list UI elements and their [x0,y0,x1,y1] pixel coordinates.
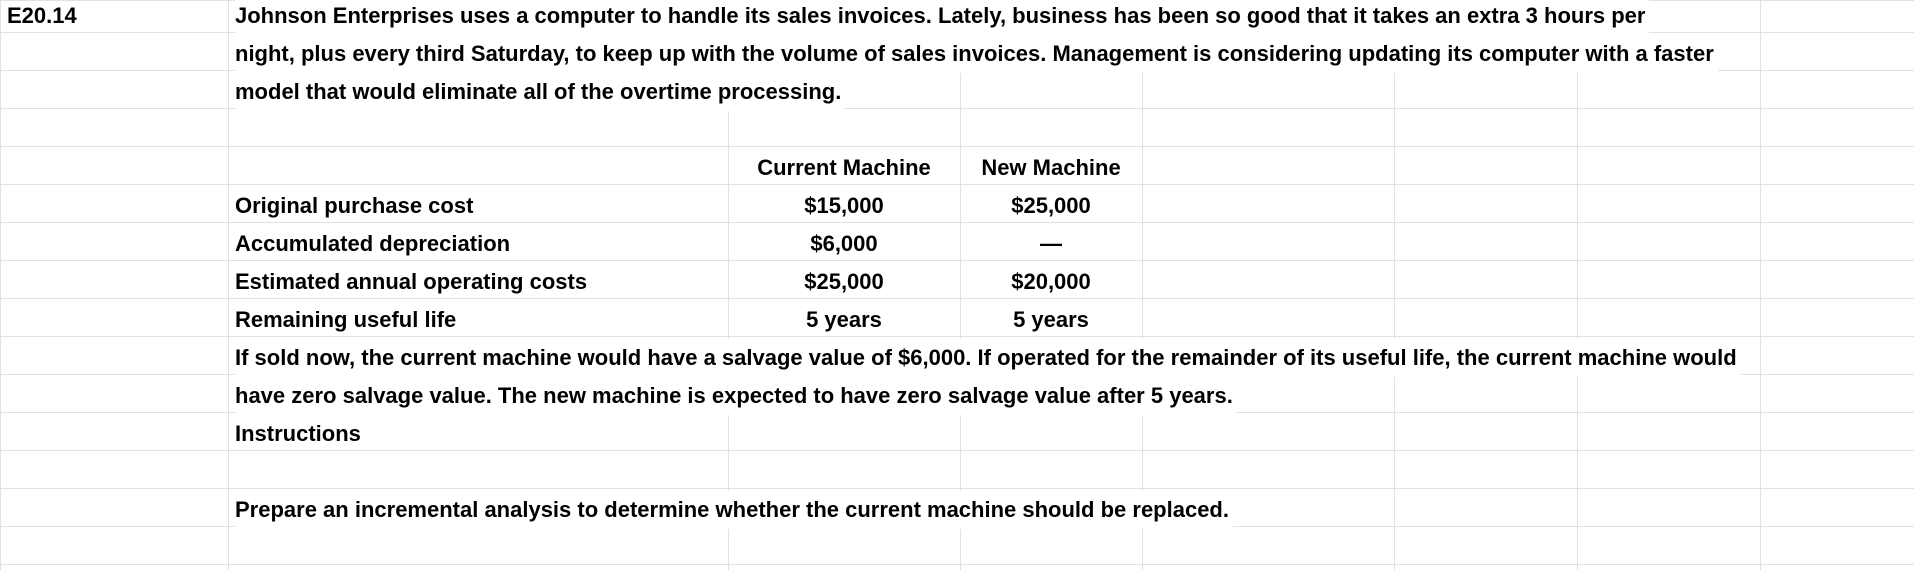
row-current-useful-life: 5 years [806,307,882,332]
intro-line-3: model that would eliminate all of the overtime processing. [235,73,845,111]
row-new-accum-depreciation: — [1040,231,1062,256]
row-label-accum-depreciation: Accumulated depreciation [235,231,511,256]
intro-line-2: night, plus every third Saturday, to keep up with the volume of sales invoices. Management is considering updating its computer with a faster [235,35,1718,73]
row-new-operating-costs: $20,000 [1011,269,1091,294]
row-current-operating-costs: $25,000 [804,269,884,294]
row-label-useful-life: Remaining useful life [235,307,457,332]
intro-line-1: Johnson Enterprises uses a computer to handle its sales invoices. Lately, business has been so good that it takes an extra 3 hours per [235,0,1649,35]
exercise-id: E20.14 [7,3,77,28]
row-current-accum-depreciation: $6,000 [810,231,878,256]
row-label-original-cost: Original purchase cost [235,193,474,218]
row-label-operating-costs: Estimated annual operating costs [235,269,588,294]
row-current-original-cost: $15,000 [804,193,884,218]
row-new-original-cost: $25,000 [1011,193,1091,218]
instruction-text: Prepare an incremental analysis to determine whether the current machine should be replaced. [235,491,1233,529]
salvage-line-2: have zero salvage value. The new machine is expected to have zero salvage value after 5 years. [235,377,1237,415]
header-new-machine: New Machine [981,155,1121,180]
instructions-heading: Instructions [235,421,361,446]
row-new-useful-life: 5 years [1013,307,1089,332]
salvage-line-1: If sold now, the current machine would have a salvage value of $6,000. If operated for the remainder of its useful life, the current machine would [235,339,1741,377]
header-current-machine: Current Machine [757,155,931,180]
